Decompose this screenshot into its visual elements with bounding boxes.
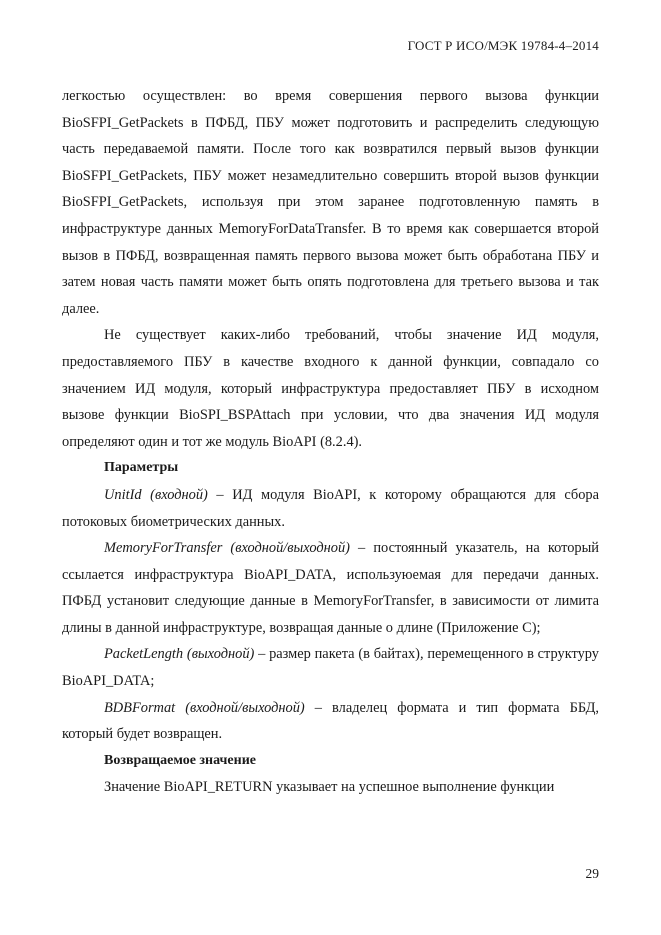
param-bdb-format [62,695,599,748]
param-name: PacketLength (выходной) [104,646,255,663]
param-desc: – ИД модуля BioAPI, к которому обращаются для сбора потоковых биометрических данных. [62,486,599,530]
param-desc: – постоянный указатель, на который ссылается инфраструктура BioAPI_DATA, используюемая для передачи данных. ПФБД установит следующие данные в MemoryForTransfer, в зависимости от лимита длины в данной инфраструктуре, возвращая данные о длине (Приложение С); [62,540,599,636]
param-desc: – размер пакета (в байтах), перемещенного в структуру BioAPI_DATA; [62,646,599,690]
param-desc: – владелец формата и тип формата ББД, который будет возвращен. [62,699,599,743]
parameters-heading: Параметры [104,460,179,476]
return-value-heading: Возвращаемое значение [104,752,256,768]
document-header: ГОСТ Р ИСО/МЭК 19784-4–2014 [407,38,599,53]
param-packet-length [62,641,599,694]
paragraph-transfer: легкостью осуществлен: во время совершения первого вызова функции BioSFPI_GetPackets в ПФБД, ПБУ может подготовить и распределить следующую часть передаваемой памяти. После того как возвратился первый вызов функции BioSFPI_GetPackets, ПБУ может незамедлительно совершить второй вызов функции BioSFPI_GetPackets, используя при этом заранее подготовленную память в инфраструктуре данных MemoryForDataTransfer. В то время как совершается второй вызов в ПФБД, возвращенная память первого вызова может быть обработана ПБУ и затем новая часть памяти может быть опять подготовлена для третьего вызова и так далее. [62,88,599,317]
param-memory-for-transfer [62,535,599,641]
param-name: BDBFormat (входной/выходной) [104,699,305,716]
paragraph-module-id: Не существует каких-либо требований, чтобы значение ИД модуля, предоставляемого ПБУ в качестве входного к данной функции, совпадало со значением ИД модуля, который инфраструктура предоставляет ПБУ в исходном вызове функции BioSPI_BSPAttach при условии, что два значения ИД модуля определяют один и тот же модуль BioAPI (8.2.4). [62,327,599,450]
page-number: 29 [585,866,599,881]
param-name: MemoryForTransfer (входной/выходной) [104,540,350,557]
return-value-text: Значение BioAPI_RETURN указывает на успешное выполнение функции [104,779,555,796]
param-name: UnitId (входной) [104,486,208,503]
param-unit-id [62,482,599,535]
page-content [62,83,599,801]
